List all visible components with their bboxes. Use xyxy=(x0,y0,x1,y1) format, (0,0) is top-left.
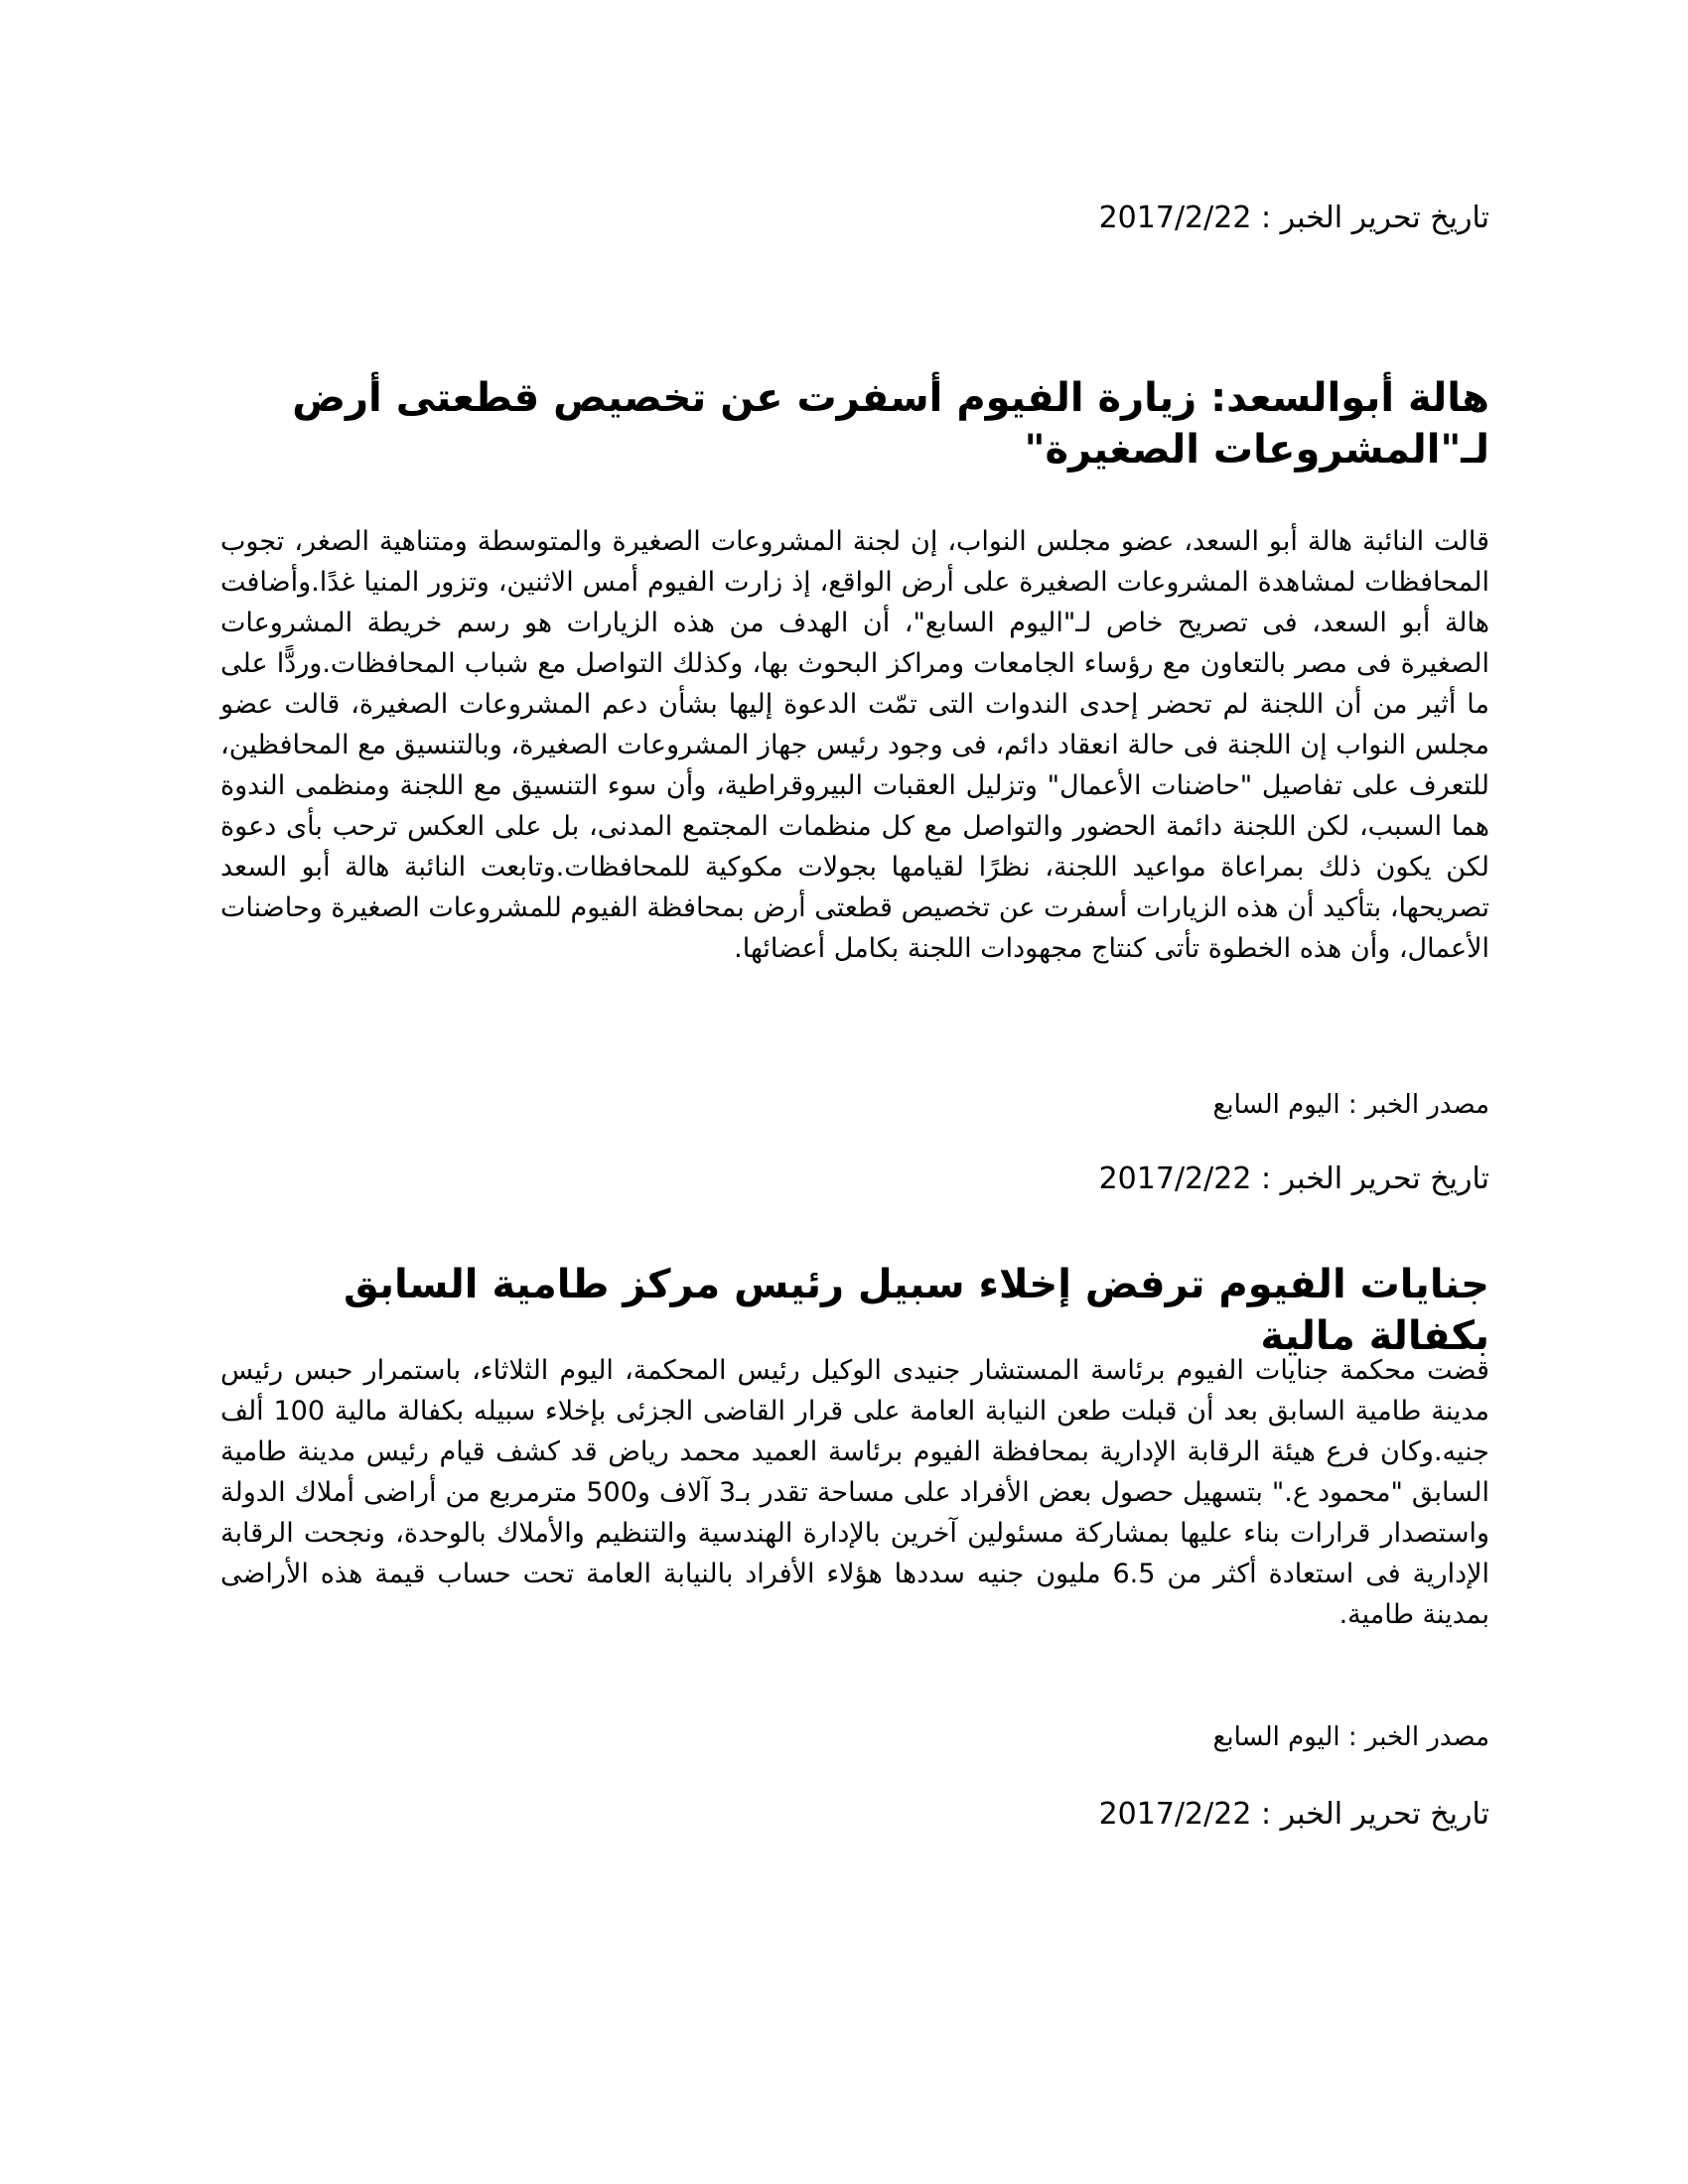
article-1-headline: هالة أبوالسعد: زيارة الفيوم أسفرت عن تخصيص قطعتى أرض لـ"المشروعات الصغيرة" xyxy=(292,375,1489,473)
source-value: اليوم السابع xyxy=(1212,1090,1340,1120)
source-label: مصدر الخبر : xyxy=(1347,1722,1489,1752)
date-label: تاريخ تحرير الخبر : xyxy=(1260,1797,1489,1832)
trailing-date xyxy=(1099,1795,1489,1835)
date-label: تاريخ تحرير الخبر : xyxy=(1260,1161,1489,1196)
article-1-body: قالت النائبة هالة أبو السعد، عضو مجلس النواب، إن لجنة المشروعات الصغيرة والمتوسطة ومتناهية الصغر، تجوب المحافظات لمشاهدة المشروعات الصغيرة على أرض الواقع، إذ زارت الفيوم أمس الاثنين، وتزور المنيا غدًا.وأضافت هالة أبو السعد، فى تصريح خاص لـ"اليوم السابع"، أن الهدف من هذه الزيارات هو رسم خريطة المشروعات الصغيرة فى مصر بالتعاون مع رؤساء الجامعات ومراكز البحوث بها، وكذلك التواصل مع شباب المحافظات.وردًّا على ما أثير من أن اللجنة لم تحضر إحدى الندوات التى تمّت الدعوة إليها بشأن دعم المشروعات الصغيرة، قالت عضو مجلس النواب إن اللجنة فى حالة انعقاد دائم، فى وجود رئيس جهاز المشروعات الصغيرة، وبالتنسيق مع المحافظين، للتعرف على تفاصيل "حاضنات الأعمال" وتزليل العقبات البيروقراطية، وأن سوء التنسيق مع اللجنة ومنظمى الندوة هما السبب، لكن اللجنة دائمة الحضور والتواصل مع كل منظمات المجتمع المدنى، بل على العكس ترحب بأى دعوة لكن يكون ذلك بمراعاة مواعيد اللجنة، نظرًا لقيامها بجولات مكوكية للمحافظات.وتابعت النائبة هالة أبو السعد تصريحها، بتأكيد أن هذه الزيارات أسفرت عن تخصيص قطعتى أرض بمحافظة الفيوم للمشروعات الصغيرة وحاضنات الأعمال، وأن هذه الخطوة تأتى كنتاج مجهودات اللجنة بكامل أعضائها. xyxy=(220,526,1489,964)
article-1-date xyxy=(1099,199,1489,238)
article-1-source xyxy=(1213,1087,1489,1123)
date-value: 2017/2/22 xyxy=(1098,1161,1252,1196)
article-2-date xyxy=(1099,1160,1489,1199)
document-page xyxy=(220,0,1489,2184)
source-value: اليوم السابع xyxy=(1212,1722,1340,1752)
source-label: مصدر الخبر : xyxy=(1347,1090,1489,1120)
date-value: 2017/2/22 xyxy=(1098,201,1252,235)
article-2-source xyxy=(1213,1719,1489,1755)
article-2-headline: جنايات الفيوم ترفض إخلاء سبيل رئيس مركز طامية السابق بكفالة مالية xyxy=(343,1262,1489,1359)
article-2-body: قضت محكمة جنايات الفيوم برئاسة المستشار جنيدى الوكيل رئيس المحكمة، اليوم الثلاثاء، باستمرار حبس رئيس مدينة طامية السابق بعد أن قبلت طعن النيابة العامة على قرار القاضى الجزئى بإخلاء سبيله بكفالة مالية 100 ألف جنيه.وكان فرع هيئة الرقابة الإدارية بمحافظة الفيوم برئاسة العميد محمد رياض قد كشف قيام رئيس مدينة طامية السابق "محمود ع." بتسهيل حصول بعض الأفراد على مساحة تقدر بـ3 آلاف و500 مترمربع من أراضى أملاك الدولة واستصدار قرارات بناء عليها بمشاركة مسئولين آخرين بالإدارة الهندسية والتنظيم والأملاك بالوحدة، ونجحت الرقابة الإدارية فى استعادة أكثر من 6.5 مليون جنيه سددها هؤلاء الأفراد بالنيابة العامة تحت حساب قيمة هذه الأراضى بمدينة طامية. xyxy=(220,1355,1490,1630)
date-value: 2017/2/22 xyxy=(1098,1797,1252,1832)
date-label: تاريخ تحرير الخبر : xyxy=(1260,201,1489,235)
